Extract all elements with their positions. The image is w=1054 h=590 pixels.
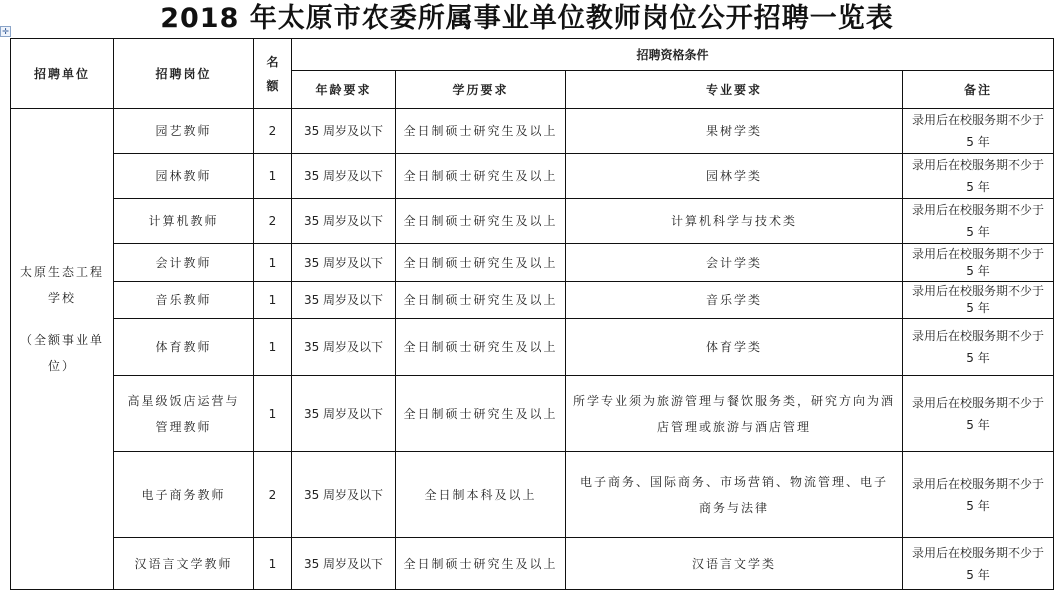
major-cell: 汉语言文学类 [566, 538, 903, 590]
quota-cell: 2 [254, 199, 292, 244]
quota-cell: 1 [254, 244, 292, 282]
age-cell: 35 周岁及以下 [292, 538, 396, 590]
major-cell: 计算机科学与技术类 [566, 199, 903, 244]
table-row [11, 154, 1054, 199]
header-quota [254, 39, 292, 109]
remarks-cell: 录用后在校服务期不少于 5 年 [903, 538, 1054, 590]
quota-cell: 1 [254, 282, 292, 319]
quota-cell: 1 [254, 154, 292, 199]
age-cell: 35 周岁及以下 [292, 319, 396, 376]
move-handle-icon[interactable]: ✛ [0, 26, 11, 37]
education-cell: 全日制硕士研究生及以上 [396, 319, 566, 376]
page-title: 2018 年太原市农委所属事业单位教师岗位公开招聘一览表 [160, 3, 894, 34]
remarks-cell: 录用后在校服务期不少于 5 年 [903, 109, 1054, 154]
table-row [11, 538, 1054, 590]
position-cell: 电子商务教师 [114, 452, 254, 538]
education-cell: 全日制硕士研究生及以上 [396, 244, 566, 282]
major-cell: 会计学类 [566, 244, 903, 282]
remarks-cell: 录用后在校服务期不少于 5 年 [903, 199, 1054, 244]
major-cell: 园林学类 [566, 154, 903, 199]
unit-type-line1: （全额事业单 [19, 333, 104, 347]
education-cell: 全日制硕士研究生及以上 [396, 376, 566, 452]
recruitment-table [10, 38, 1054, 590]
education-cell: 全日制硕士研究生及以上 [396, 282, 566, 319]
education-cell: 全日制本科及以上 [396, 452, 566, 538]
age-cell: 35 周岁及以下 [292, 452, 396, 538]
major-cell: 电子商务、国际商务、市场营销、物流管理、电子商务与法律 [566, 452, 903, 538]
header-quota-line1: 名 [266, 54, 279, 69]
header-qualifications: 招聘资格条件 [292, 39, 1054, 71]
age-cell: 35 周岁及以下 [292, 199, 396, 244]
header-position: 招聘岗位 [114, 39, 254, 109]
position-cell: 音乐教师 [114, 282, 254, 319]
table-row [11, 109, 1054, 154]
unit-cell [11, 109, 114, 590]
table-row [11, 282, 1054, 319]
age-cell: 35 周岁及以下 [292, 154, 396, 199]
quota-cell: 2 [254, 452, 292, 538]
header-education: 学历要求 [396, 71, 566, 109]
remarks-cell: 录用后在校服务期不少于 5 年 [903, 319, 1054, 376]
major-cell: 所学专业须为旅游管理与餐饮服务类，研究方向为酒店管理或旅游与酒店管理 [566, 376, 903, 452]
table-row [11, 376, 1054, 452]
position-cell: 园艺教师 [114, 109, 254, 154]
position-cell: 汉语言文学教师 [114, 538, 254, 590]
remarks-cell: 录用后在校服务期不少于 5 年 [903, 376, 1054, 452]
table-row [11, 319, 1054, 376]
header-unit: 招聘单位 [11, 39, 114, 109]
unit-name-line1: 太原生态工程 [19, 265, 104, 279]
education-cell: 全日制硕士研究生及以上 [396, 109, 566, 154]
education-cell: 全日制硕士研究生及以上 [396, 199, 566, 244]
position-cell: 会计教师 [114, 244, 254, 282]
remarks-cell: 录用后在校服务期不少于 5 年 [903, 154, 1054, 199]
major-cell: 果树学类 [566, 109, 903, 154]
remarks-cell: 录用后在校服务期不少于 5 年 [903, 282, 1054, 319]
age-cell: 35 周岁及以下 [292, 244, 396, 282]
age-cell: 35 周岁及以下 [292, 282, 396, 319]
header-remarks: 备注 [903, 71, 1054, 109]
major-cell: 体育学类 [566, 319, 903, 376]
header-age: 年龄要求 [292, 71, 396, 109]
education-cell: 全日制硕士研究生及以上 [396, 538, 566, 590]
quota-cell: 1 [254, 319, 292, 376]
quota-cell: 1 [254, 538, 292, 590]
unit-type-line2: 位） [47, 359, 76, 373]
table-row [11, 452, 1054, 538]
position-cell: 高星级饭店运营与管理教师 [114, 376, 254, 452]
position-cell: 体育教师 [114, 319, 254, 376]
remarks-cell: 录用后在校服务期不少于 5 年 [903, 244, 1054, 282]
age-cell: 35 周岁及以下 [292, 109, 396, 154]
age-cell: 35 周岁及以下 [292, 376, 396, 452]
unit-name-line2: 学校 [47, 291, 76, 305]
education-cell: 全日制硕士研究生及以上 [396, 154, 566, 199]
header-major: 专业要求 [566, 71, 903, 109]
major-cell: 音乐学类 [566, 282, 903, 319]
quota-cell: 2 [254, 109, 292, 154]
position-cell: 计算机教师 [114, 199, 254, 244]
table-row [11, 244, 1054, 282]
header-quota-line2: 额 [266, 78, 279, 93]
remarks-cell: 录用后在校服务期不少于 5 年 [903, 452, 1054, 538]
position-cell: 园林教师 [114, 154, 254, 199]
quota-cell: 1 [254, 376, 292, 452]
table-row [11, 199, 1054, 244]
